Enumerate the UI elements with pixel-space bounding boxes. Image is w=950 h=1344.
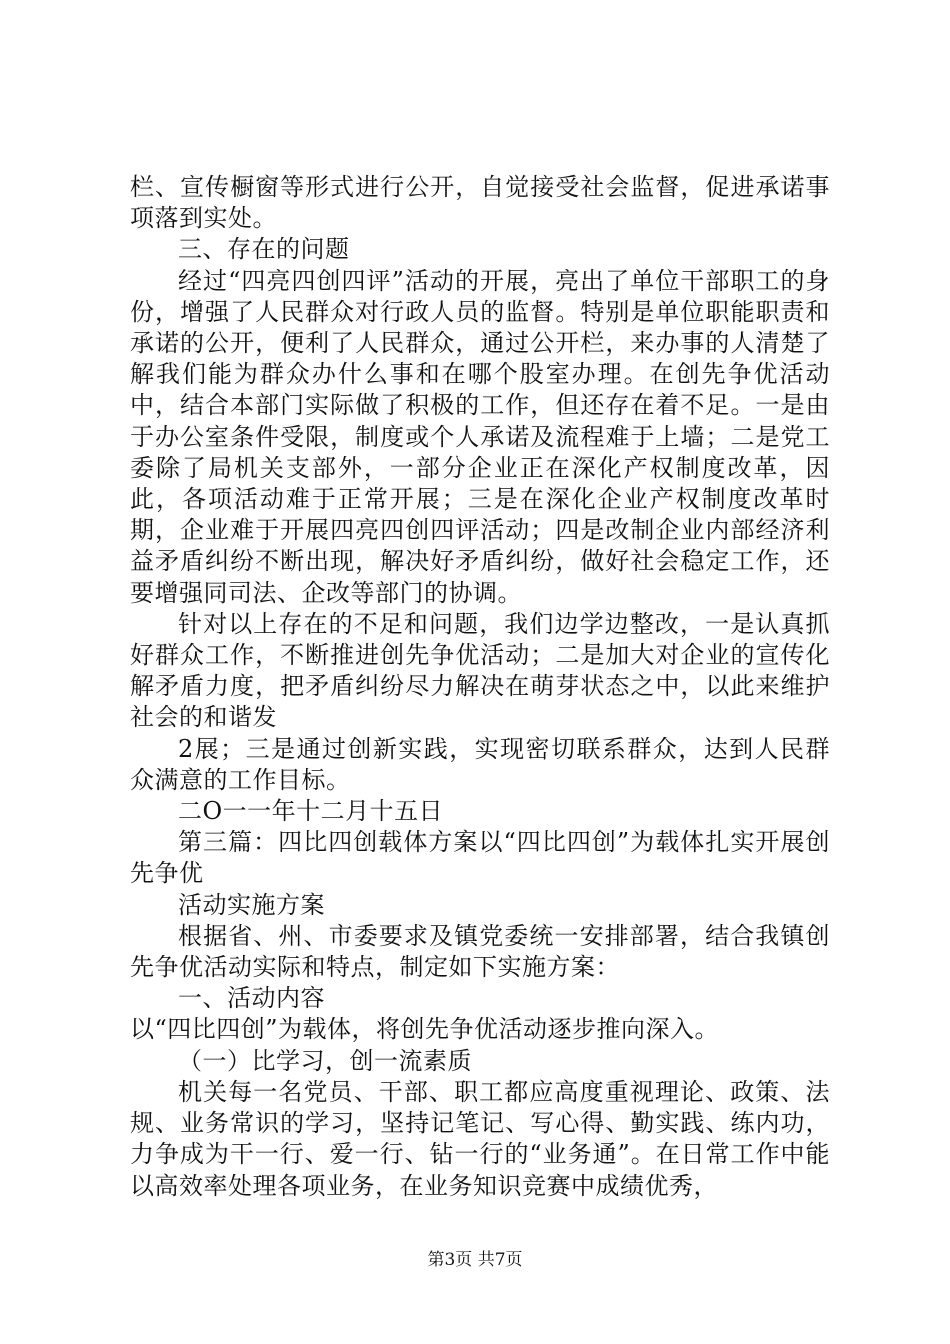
subsection-heading-study: （一）比学习，创一流素质 [178,1046,472,1075]
paragraph-1: 栏、宣传橱窗等形式进行公开，自觉接受社会监督，促进承诺事项落到实处。 [130,173,830,233]
paragraph-11: 以“四比四创”为载体，将创先争优活动逐步推向深入。 [130,1015,720,1044]
date-line: 二O一一年十二月十五日 [178,797,444,826]
paragraph-4: 针对以上存在的不足和问题，我们边学边整改，一是认真抓好群众工作，不断推进创先争优活动；二是加大对企业的宣传化解矛盾力度，把矛盾纠纷尽力解决在萌芽状态之中，以此来维护社会的和谐发 [130,609,830,732]
chapter-subtitle: 活动实施方案 [178,890,325,919]
section-heading-content: 一、活动内容 [178,984,325,1013]
paragraph-5: 2展；三是通过创新实践，实现密切联系群众，达到人民群众满意的工作目标。 [130,734,830,794]
document-body [130,172,830,1202]
page-footer: 第3页 共7页 [427,1250,523,1270]
paragraph-9: 根据省、州、市委要求及镇党委统一安排部署，结合我镇创先争优活动实际和特点，制定如下实施方案： [130,921,830,982]
section-heading-problems: 三、存在的问题 [178,235,350,264]
paragraph-3: 经过“四亮四创四评”活动的开展，亮出了单位干部职工的身份，增强了人民群众对行政人员的监督。特别是单位职能职责和承诺的公开，便利了人民群众，通过公开栏，来办事的人清楚了解我们能为群众办什么事和在哪个股室办理。在创先争优活动中，结合本部门实际做了积极的工作，但还存在着不足。一是由于办公室条件受限，制度或个人承诺及流程难于上墙；二是党工委除了局机关支部外，一部分企业正在深化产权制度改革，因此，各项活动难于正常开展；三是在深化企业产权制度改革时期，企业难于开展四亮四创四评活动；四是改制企业内部经济利益矛盾纠纷不断出现，解决好矛盾纠纷，做好社会稳定工作，还要增强同司法、企改等部门的协调。 [130,266,830,607]
chapter-title: 第三篇：四比四创载体方案以“四比四创”为载体扎实开展创先争优 [130,828,830,888]
paragraph-13: 机关每一名党员、干部、职工都应高度重视理论、政策、法规、业务常识的学习，坚持记笔记、写心得、勤实践、练内功，力争成为干一行、爱一行、钻一行的“业务通”。在日常工作中能以高效率处理各项业务，在业务知识竞赛中成绩优秀， [130,1077,830,1200]
